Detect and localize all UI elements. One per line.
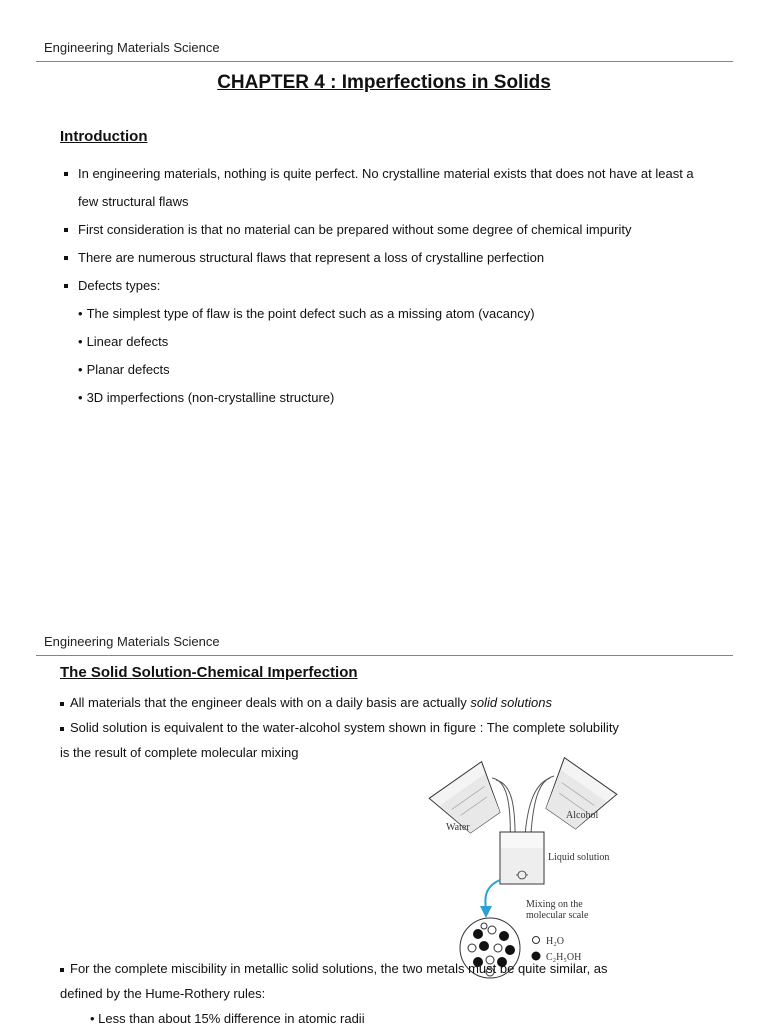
- ethanol-legend-label: C₂H₅OH: [546, 952, 582, 963]
- hume-rothery-bullets: [60, 956, 710, 1031]
- alcohol-label: Alcohol: [566, 810, 599, 821]
- mixing-label-line1: Mixing on the: [526, 899, 583, 910]
- list-item: Defects types:: [60, 272, 710, 300]
- running-header: Engineering Materials Science: [44, 634, 220, 649]
- section-title-solid-solution: The Solid Solution-Chemical Imperfection: [60, 664, 358, 681]
- mixing-illustration: [420, 750, 640, 980]
- page-2: [0, 620, 768, 1024]
- list-item: Solid solution is equivalent to the water-alcohol system shown in figure : The complete solubility: [60, 715, 710, 740]
- alcohol-beaker: [535, 758, 617, 837]
- defect-type-item: • The simplest type of flaw is the point defect such as a missing atom (vacancy): [78, 306, 535, 321]
- h2o-legend-icon: [533, 937, 540, 944]
- section-title-introduction: Introduction: [60, 128, 148, 145]
- list-item: There are numerous structural flaws that represent a loss of crystalline perfection: [60, 244, 710, 272]
- water-alcohol-figure: [420, 750, 640, 980]
- water-beaker: [429, 762, 511, 841]
- solution-beaker: [500, 832, 544, 884]
- water-label: Water: [446, 822, 470, 833]
- list-item-continuation: is the result of complete molecular mixing: [60, 745, 299, 760]
- liquid-solution-label: Liquid solution: [548, 852, 610, 863]
- chapter-title: CHAPTER 4 : Imperfections in Solids: [217, 72, 551, 93]
- hume-rothery-rule: • Less than about 15% difference in atomic radii: [90, 1011, 365, 1026]
- list-item-continuation: defined by the Hume-Rothery rules:: [60, 986, 266, 1001]
- running-header: Engineering Materials Science: [44, 40, 220, 55]
- mixing-label-line2: molecular scale: [526, 910, 589, 921]
- list-item: For the complete miscibility in metallic solid solutions, the two metals must be quite similar, as: [60, 956, 710, 981]
- h2o-legend-label: H₂O: [546, 936, 564, 947]
- defect-type-item: • Linear defects: [78, 334, 169, 349]
- header-rule: [36, 655, 733, 656]
- defect-type-item: • 3D imperfections (non-crystalline structure): [78, 390, 335, 405]
- header-rule: [36, 61, 733, 62]
- list-item: First consideration is that no material can be prepared without some degree of chemical impurity: [60, 216, 710, 244]
- intro-bullet-list: [60, 160, 710, 412]
- list-item: In engineering materials, nothing is quite perfect. No crystalline material exists that does not have at least a few structural flaws: [60, 160, 710, 216]
- list-item: All materials that the engineer deals with on a daily basis are actually solid solutions: [60, 690, 710, 715]
- defect-type-item: • Planar defects: [78, 362, 170, 377]
